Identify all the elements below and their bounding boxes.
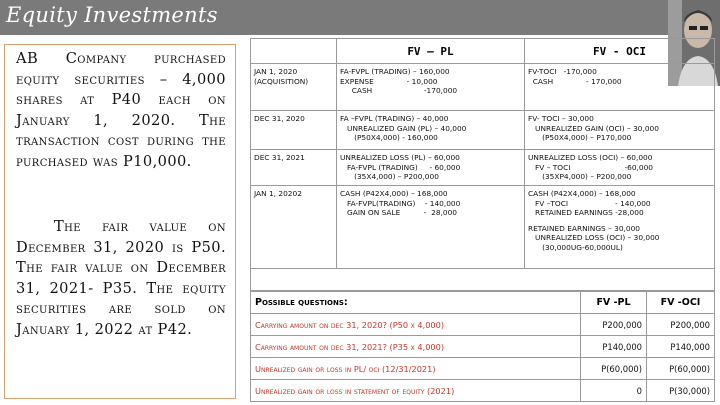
entry-fvoci: FV- TOCI – 30,000 UNREALIZED GAIN (OCI) – 30,000 (P50X4,000) – P170,000 xyxy=(525,111,715,150)
possible-questions-table xyxy=(250,291,715,402)
question-row xyxy=(251,314,715,336)
question-text: Unrealized gain or loss in statement of equity (2021) xyxy=(251,380,581,402)
question-row xyxy=(251,380,715,402)
answer-fvpl: P140,000 xyxy=(581,336,647,358)
entry-fvpl: CASH (P42X4,000) – 168,000 FA-FVPL(TRADING) - 140,000 GAIN ON SALE - 28,000 xyxy=(337,186,525,269)
entry-fvpl: UNREALIZED LOSS (PL) – 60,000 FA-FVPL (TRADING) - 60,000 (35X4,000) – P200,000 xyxy=(337,150,525,186)
entries-header-fvpl: FV – PL xyxy=(337,39,525,64)
journal-entries-table xyxy=(250,38,715,291)
entry-fvoci: UNREALIZED LOSS (OCI) – 60,000 FV – TOCI -60,000 (35XP4,000) – P200,000 xyxy=(525,150,715,186)
entry-fvpl: FA-FVPL (TRADING) – 160,000 EXPENSE - 10,000 CASH -170,000 xyxy=(337,64,525,111)
question-text: Unrealized gain or loss in PL/ oci (12/31/2021) xyxy=(251,358,581,380)
entry-date: DEC 31, 2021 xyxy=(251,150,337,186)
entry-row xyxy=(251,111,715,150)
entry-date: DEC 31, 2020 xyxy=(251,111,337,150)
entry-date: JAN 1, 20202 xyxy=(251,186,337,269)
page-title: Equity Investments xyxy=(6,3,218,27)
question-text: Carrying amount on dec 31, 2020? (P50 x 4,000) xyxy=(251,314,581,336)
problem-paragraph-2: The fair value on December 31, 2020 is P50. The fair value on December 31, 2021- P35. The equity securities are sold on January 1, 2022 at P42. xyxy=(16,218,226,338)
entries-header-fvoci: FV - OCI xyxy=(525,39,715,64)
answer-fvpl: P200,000 xyxy=(581,314,647,336)
questions-header-row xyxy=(251,292,715,314)
question-text: Carrying amount on dec 31, 2021? (P35 x 4,000) xyxy=(251,336,581,358)
entry-row xyxy=(251,186,715,269)
answer-fvoci: P140,000 xyxy=(647,336,715,358)
question-row xyxy=(251,358,715,380)
entry-fvoci: CASH (P42X4,000) – 168,000 FV –TOCI - 140,000 RETAINED EARNINGS -28,000 RETAINED EARNINGS – 30,000 UNREALIZED LOSS (OCI) – 30,000 (30,000UG-60,000UL) xyxy=(525,186,715,269)
entry-fvpl: FA –FVPL (TRADING) – 40,000 UNREALIZED GAIN (PL) – 40,000 (P50X4,000) - 160,000 xyxy=(337,111,525,150)
questions-header-fvoci: FV -OCI xyxy=(647,292,715,314)
solution-tables xyxy=(250,38,714,402)
answer-fvoci: P(30,000) xyxy=(647,380,715,402)
entry-row xyxy=(251,150,715,186)
answer-fvpl: P(60,000) xyxy=(581,358,647,380)
questions-header-label: Possible questions: xyxy=(251,292,581,314)
spacer-cell xyxy=(251,269,715,291)
answer-fvoci: P(60,000) xyxy=(647,358,715,380)
entries-header-row xyxy=(251,39,715,64)
entry-row xyxy=(251,64,715,111)
entries-header-blank xyxy=(251,39,337,64)
entry-fvoci: FV-TOCI -170,000 CASH - 170,000 xyxy=(525,64,715,111)
problem-statement-box xyxy=(4,44,236,399)
answer-fvoci: P200,000 xyxy=(647,314,715,336)
answer-fvpl: 0 xyxy=(581,380,647,402)
questions-header-fvpl: FV -PL xyxy=(581,292,647,314)
spacer-row xyxy=(251,269,715,291)
entry-date: JAN 1, 2020 (ACQUISITION) xyxy=(251,64,337,111)
question-row xyxy=(251,336,715,358)
problem-paragraph-1: AB Company purchased equity securities – 4,000 shares at P40 each on January 1, 2020. The transaction cost during the purchased was P10,000. xyxy=(16,50,226,170)
